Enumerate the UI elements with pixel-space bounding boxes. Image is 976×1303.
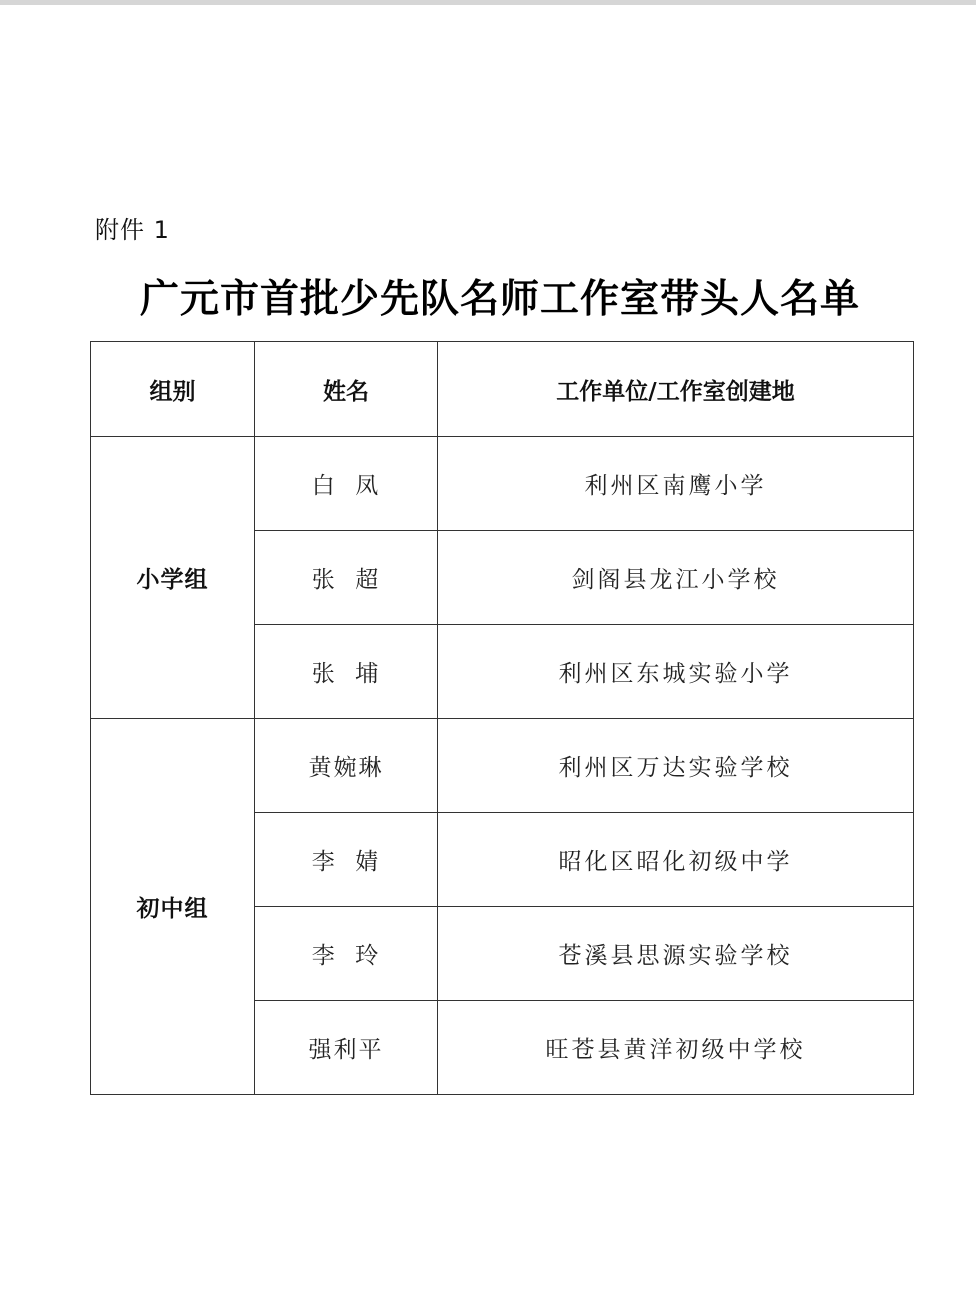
group-junior-high: 初中组	[91, 719, 255, 1095]
work-unit: 利州区东城实验小学	[438, 625, 914, 719]
header-unit: 工作单位/工作室创建地	[438, 342, 914, 437]
table-row	[91, 719, 914, 813]
work-unit: 利州区万达实验学校	[438, 719, 914, 813]
header-name: 姓名	[255, 342, 438, 437]
attachment-label: 附件 1	[95, 216, 170, 244]
table-row	[91, 437, 914, 531]
top-divider	[0, 0, 976, 5]
work-unit: 剑阁县龙江小学校	[438, 531, 914, 625]
work-unit: 昭化区昭化初级中学	[438, 813, 914, 907]
person-name: 黄婉琳	[255, 719, 438, 813]
person-name: 李 玲	[255, 907, 438, 1001]
work-unit: 苍溪县思源实验学校	[438, 907, 914, 1001]
roster-table	[90, 341, 914, 1095]
person-name: 强利平	[255, 1001, 438, 1095]
header-group: 组别	[91, 342, 255, 437]
person-name: 李 婧	[255, 813, 438, 907]
person-name: 张 埔	[255, 625, 438, 719]
person-name: 张 超	[255, 531, 438, 625]
document-title: 广元市首批少先队名师工作室带头人名单	[139, 276, 860, 322]
work-unit: 旺苍县黄洋初级中学校	[438, 1001, 914, 1095]
work-unit: 利州区南鹰小学	[438, 437, 914, 531]
person-name: 白 凤	[255, 437, 438, 531]
table-header-row	[91, 342, 914, 437]
group-primary: 小学组	[91, 437, 255, 719]
